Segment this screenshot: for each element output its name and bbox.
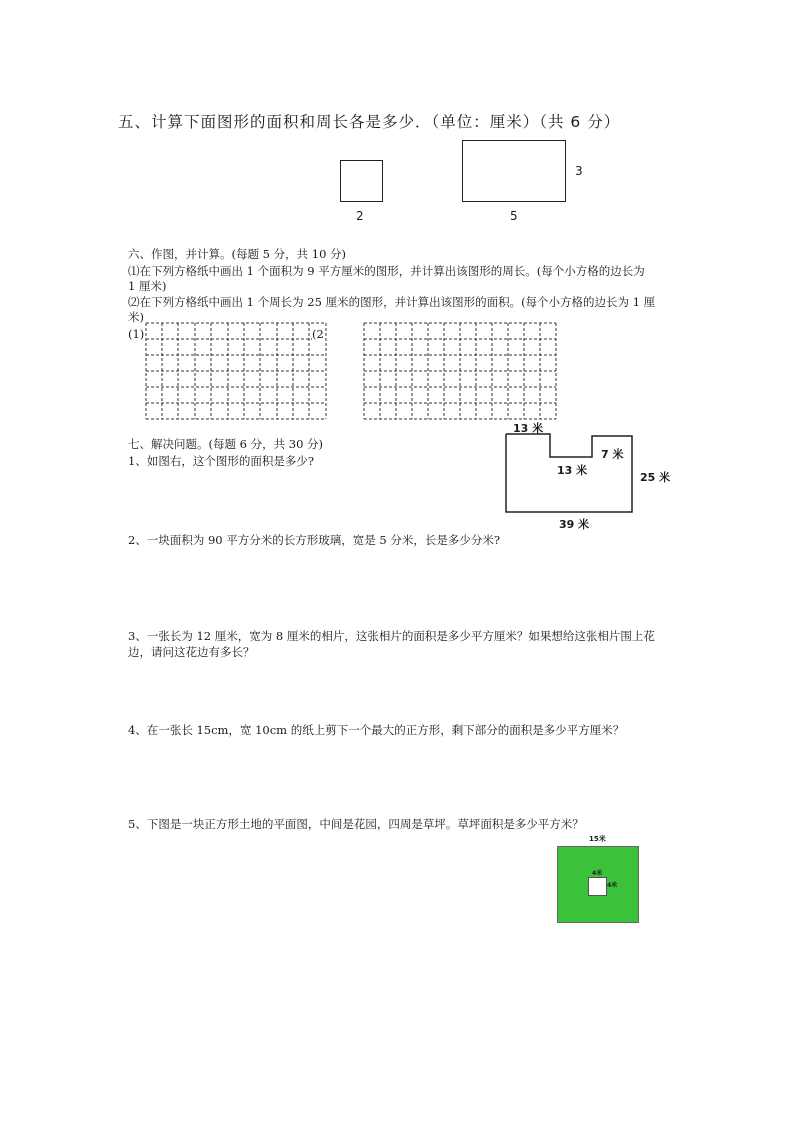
shape-bottom-label: 39 米 bbox=[559, 518, 590, 531]
shape-top-label: 13 米 bbox=[513, 422, 544, 435]
square-side-label: 2 bbox=[356, 209, 364, 223]
grid1-label: (1) bbox=[128, 327, 145, 341]
shape-step-label: 7 米 bbox=[601, 448, 624, 461]
section6-q2-line2: 米) bbox=[128, 310, 144, 324]
rectangle-width-label: 5 bbox=[510, 209, 518, 223]
grid-paper-2 bbox=[364, 323, 558, 420]
land-outer-label: 15米 bbox=[589, 835, 606, 843]
section5-title: 五、计算下面图形的面积和周长各是多少．（单位：厘米）（共 6 分） bbox=[118, 113, 621, 131]
grid-paper-1 bbox=[146, 323, 328, 420]
garden-square bbox=[588, 877, 607, 896]
section6-q1-line1: ⑴在下列方格纸中画出 1 个面积为 9 平方厘米的图形，并计算出该图形的周长。(每个小方格的边长为 bbox=[128, 264, 645, 278]
garden-top-label: 4米 bbox=[592, 870, 603, 877]
section7-q5: 5、下图是一块正方形土地的平面图，中间是花园，四周是草坪。草坪面积是多少平方米？ bbox=[128, 817, 584, 831]
section7-q3-line1: 3、一张长为 12 厘米，宽为 8 厘米的相片，这张相片的面积是多少平方厘米？如果想给这张相片围上花 bbox=[128, 629, 655, 643]
section6-heading: 六、作图，并计算。(每题 5 分，共 10 分) bbox=[128, 247, 347, 261]
rectangle-height-label: 3 bbox=[575, 164, 583, 178]
rectangle-figure bbox=[462, 140, 566, 202]
section7-q3-line2: 边，请问这花边有多长？ bbox=[128, 645, 255, 659]
section7-heading: 七、解决问题。(每题 6 分，共 30 分) bbox=[128, 437, 324, 451]
section6-q1-line2: 1 厘米) bbox=[128, 279, 167, 293]
section6-q2-line1: ⑵在下列方格纸中画出 1 个周长为 25 厘米的图形，并计算出该图形的面积。(每个小方格的边长为 1 厘 bbox=[128, 295, 656, 309]
section7-q1: 1、如图右，这个图形的面积是多少? bbox=[128, 454, 314, 468]
section7-q4: 4、在一张长 15cm，宽 10cm 的纸上剪下一个最大的正方形，剩下部分的面积是多少平方厘米？ bbox=[128, 723, 625, 737]
grid2-label: (2 bbox=[312, 327, 324, 341]
shape-notch-label: 13 米 bbox=[557, 464, 588, 477]
shape-right-label: 25 米 bbox=[640, 471, 671, 484]
section7-q2: 2、一块面积为 90 平方分米的长方形玻璃，宽是 5 分米，长是多少分米? bbox=[128, 533, 501, 547]
garden-right-label: 4米 bbox=[607, 882, 618, 889]
square-figure bbox=[340, 160, 383, 202]
